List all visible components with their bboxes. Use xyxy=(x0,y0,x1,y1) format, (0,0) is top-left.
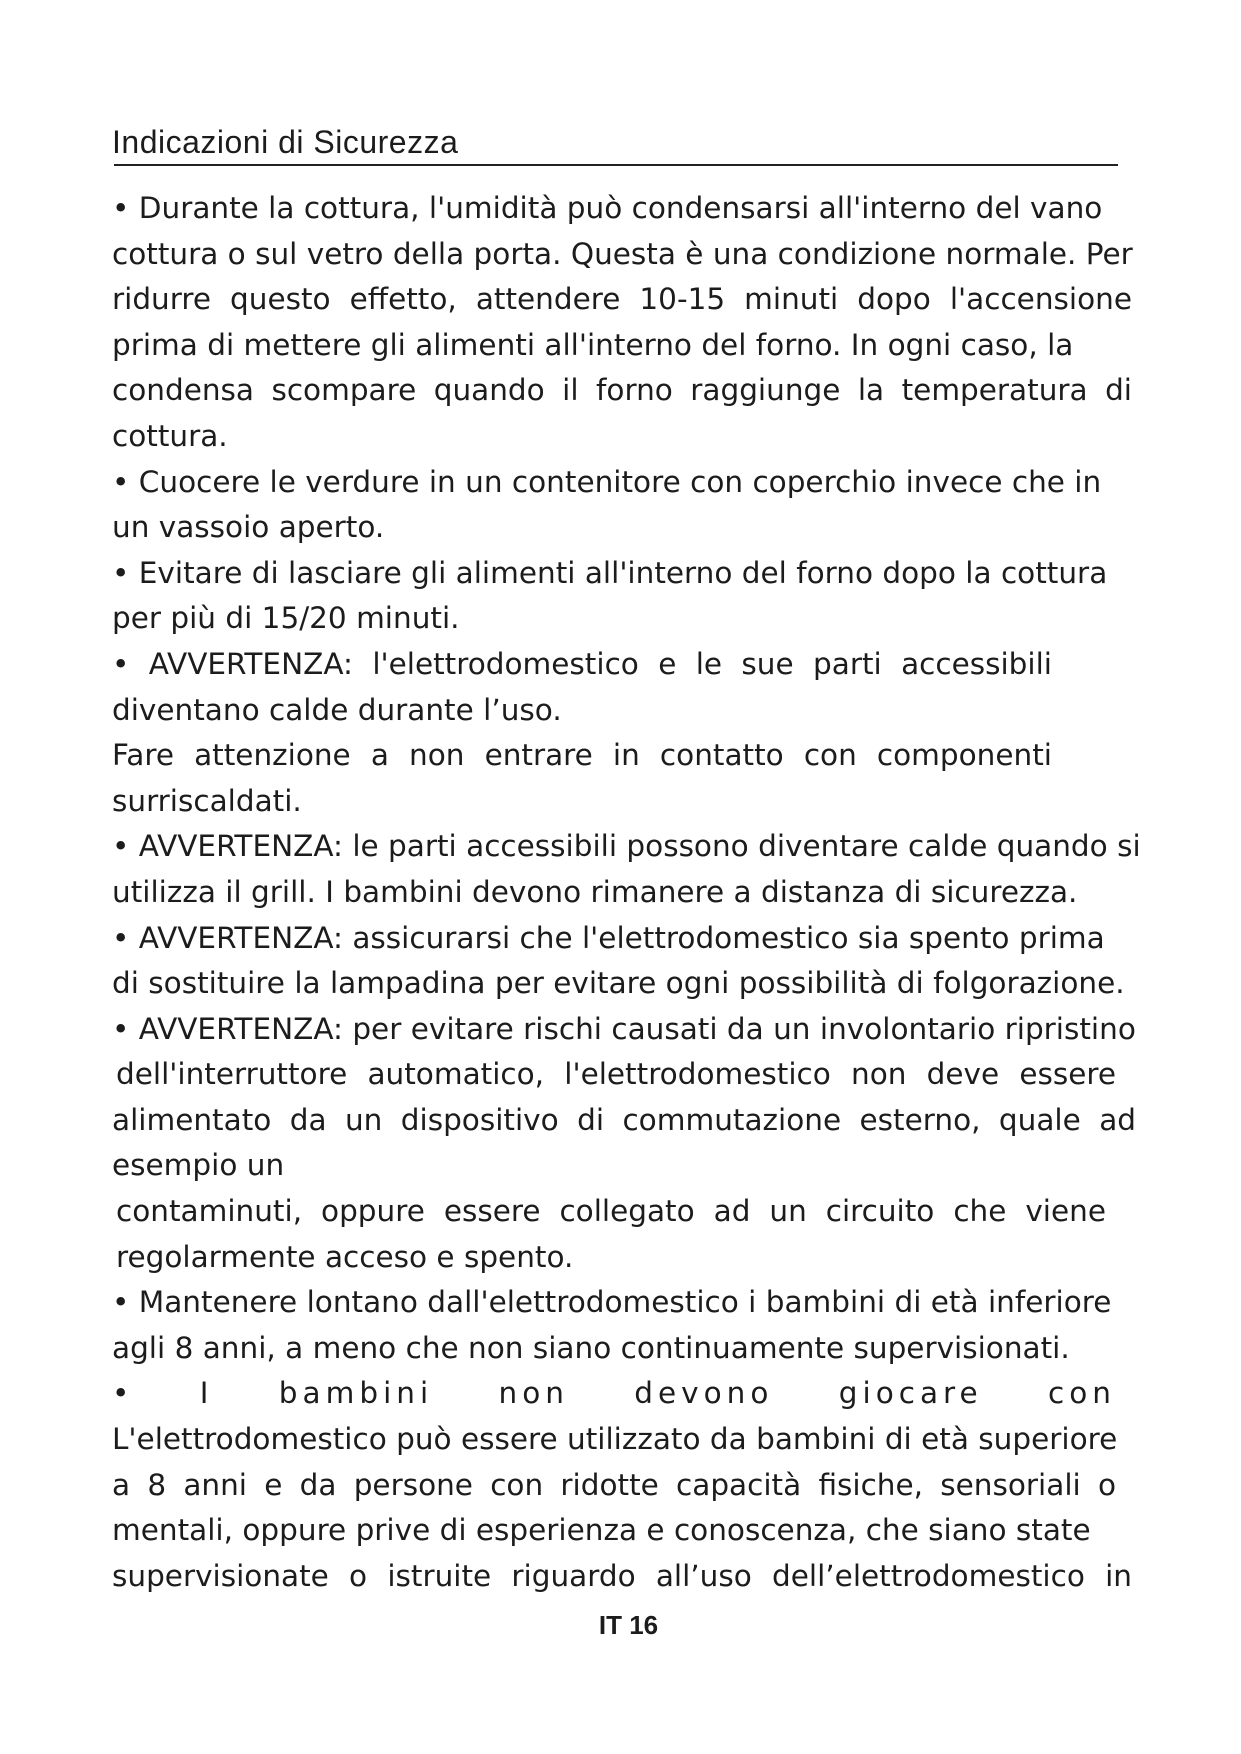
text-line: esempio un xyxy=(112,1148,285,1183)
text-line: ridurre questo effetto, attendere 10-15 minuti dopo l'accensione xyxy=(112,282,1132,317)
text-line: prima di mettere gli alimenti all'interno del forno. In ogni caso, la xyxy=(112,327,1074,362)
text-line: cottura. xyxy=(112,418,228,453)
text-line: cottura o sul vetro della porta. Questa è una condizione normale. Per xyxy=(112,236,1133,271)
text-line: utilizza il grill. I bambini devono rimanere a distanza di sicurezza. xyxy=(112,874,1078,909)
text-line: alimentato da un dispositivo di commutazione esterno, quale ad xyxy=(112,1102,1136,1137)
text-line: a 8 anni e da persone con ridotte capacità fisiche, sensoriali o xyxy=(112,1467,1116,1502)
text-line: un vassoio aperto. xyxy=(112,510,385,545)
text-line: • Durante la cottura, l'umidità può condensarsi all'interno del vano xyxy=(112,191,1103,225)
text-line: diventano calde durante l’uso. xyxy=(112,692,562,727)
text-line: • Mantenere lontano dall'elettrodomestico i bambini di età inferiore xyxy=(112,1285,1112,1320)
text-line: di sostituire la lampadina per evitare ogni possibilità di folgorazione. xyxy=(112,966,1125,1001)
text-line: contaminuti, oppure essere collegato ad un circuito che viene xyxy=(116,1194,1106,1229)
text-line: dell'interruttore automatico, l'elettrodomestico non deve essere xyxy=(116,1057,1116,1092)
title-underline xyxy=(114,164,1118,166)
page-title: Indicazioni di Sicurezza xyxy=(112,124,459,160)
text-line: agli 8 anni, a meno che non siano continuamente supervisionati. xyxy=(112,1330,1070,1365)
text-line: regolarmente acceso e spento. xyxy=(116,1239,574,1274)
safety-instructions-text xyxy=(112,186,1152,1599)
text-line: condensa scompare quando il forno raggiunge la temperatura di xyxy=(112,373,1132,408)
text-line: • Evitare di lasciare gli alimenti all'interno del forno dopo la cottura xyxy=(112,555,1108,590)
text-line: L'elettrodomestico può essere utilizzato da bambini di età superiore xyxy=(112,1422,1118,1457)
text-line: surriscaldati. xyxy=(112,783,302,818)
text-line: • Cuocere le verdure in un contenitore con coperchio invece che in xyxy=(112,464,1102,499)
text-line: supervisionate o istruite riguardo all’uso dell’elettrodomestico in xyxy=(112,1558,1132,1593)
text-line: • AVVERTENZA: l'elettrodomestico e le sue parti accessibili xyxy=(112,646,1052,681)
text-line: • AVVERTENZA: assicurarsi che l'elettrodomestico sia spento prima xyxy=(112,920,1105,955)
text-line: • AVVERTENZA: le parti accessibili possono diventare calde quando si xyxy=(112,829,1141,864)
text-line: • AVVERTENZA: per evitare rischi causati da un involontario ripristino xyxy=(112,1011,1136,1046)
text-line: • I bambini non devono giocare con xyxy=(112,1376,1116,1411)
text-line: Fare attenzione a non entrare in contatto con componenti xyxy=(112,738,1052,773)
text-line: per più di 15/20 minuti. xyxy=(112,601,460,636)
text-line: mentali, oppure prive di esperienza e conoscenza, che siano state xyxy=(112,1513,1091,1548)
page-number: IT 16 xyxy=(598,1610,659,1640)
